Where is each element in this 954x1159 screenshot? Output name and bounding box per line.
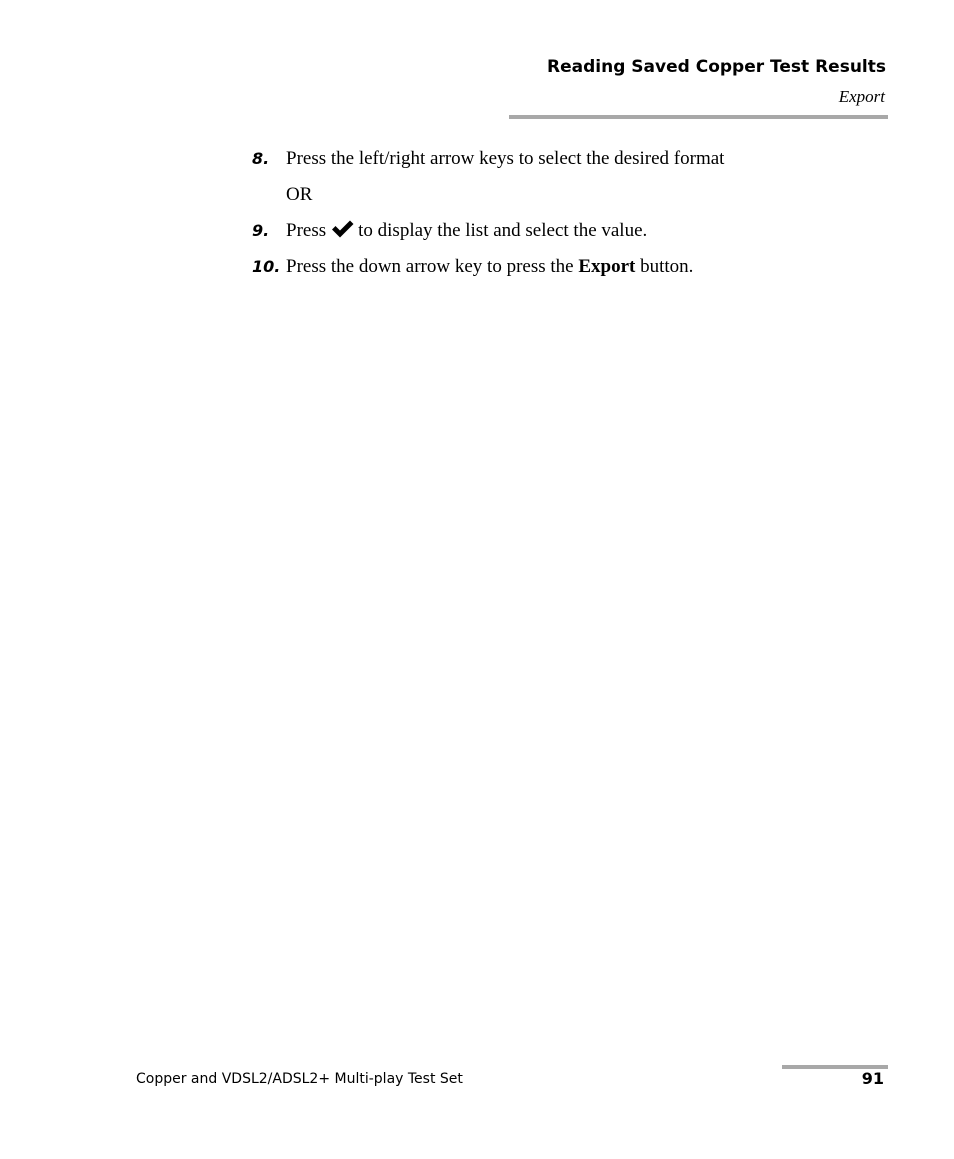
step-text <box>286 219 647 246</box>
step-text-before: Press <box>286 220 327 241</box>
alternative-text: OR <box>286 184 313 205</box>
step-number: 8. <box>252 149 270 168</box>
step-number: 9. <box>252 221 270 240</box>
header-rule <box>509 115 888 119</box>
page-number: 91 <box>861 1069 884 1088</box>
step-text-after: button. <box>640 256 694 277</box>
header-title: Reading Saved Copper Test Results <box>547 57 886 77</box>
step-text: Press the left/right arrow keys to select the desired format <box>286 148 725 169</box>
footer-product-name: Copper and VDSL2/ADSL2+ Multi-play Test Set <box>136 1071 463 1087</box>
step-number: 10. <box>252 257 281 276</box>
step-text <box>286 255 693 279</box>
step-text-before: Press the down arrow key to press the <box>286 256 574 277</box>
export-label: Export <box>578 256 636 277</box>
checkmark-icon <box>330 219 355 246</box>
step-text-after: to display the list and select the value. <box>358 220 648 241</box>
header-subtitle: Export <box>838 87 885 106</box>
